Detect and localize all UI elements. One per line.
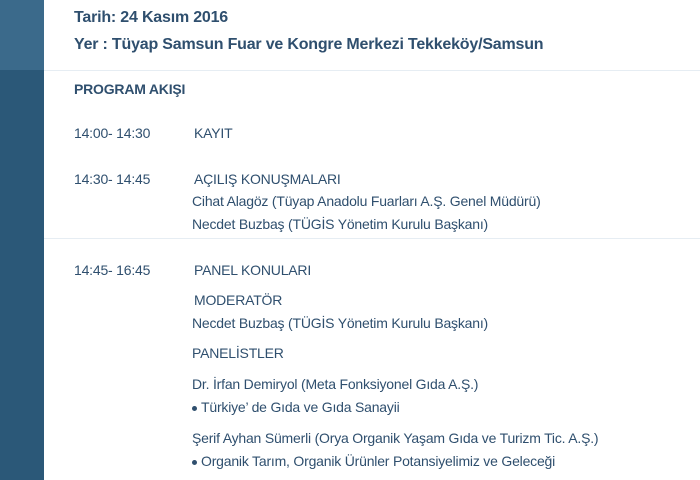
program-title: PROGRAM AKIŞI <box>74 81 186 97</box>
time-slot: 14:45- 16:45 <box>74 262 151 278</box>
session-title: KAYIT <box>194 125 233 141</box>
topic-text: Organik Tarım, Organik Ürünler Potansiyelimiz ve Geleceği <box>201 453 556 469</box>
left-accent-band <box>0 0 44 480</box>
topic-text: Türkiye’ de Gıda ve Gıda Sanayii <box>201 399 400 415</box>
panelist-name: Şerif Ayhan Sümerli (Orya Organik Yaşam Gıda ve Turizm Tic. A.Ş.) <box>192 430 599 446</box>
speaker-line: Necdet Buzbaş (TÜGİS Yönetim Kurulu Başkanı) <box>192 216 488 232</box>
bullet-icon <box>192 406 197 411</box>
time-slot: 14:00- 14:30 <box>74 125 151 141</box>
time-slot: 14:30- 14:45 <box>74 171 151 187</box>
panelist-name: Dr. İrfan Demiryol (Meta Fonksiyonel Gıda A.Ş.) <box>192 376 479 392</box>
panelist-topic <box>192 453 555 469</box>
panelists-heading: PANELİSTLER <box>192 345 284 361</box>
place-line: Yer : Tüyap Samsun Fuar ve Kongre Merkezi Tekkeköy/Samsun <box>74 36 544 53</box>
speaker-line: Cihat Alagöz (Tüyap Anadolu Fuarları A.Ş. Genel Müdürü) <box>192 193 541 209</box>
session-title: PANEL KONULARI <box>194 262 312 278</box>
moderator-name: Necdet Buzbaş (TÜGİS Yönetim Kurulu Başkanı) <box>192 315 488 331</box>
left-accent-top <box>0 0 44 70</box>
divider <box>44 70 700 71</box>
bullet-icon <box>192 460 197 465</box>
panelist-topic <box>192 399 400 415</box>
session-title: AÇILIŞ KONUŞMALARI <box>194 171 341 187</box>
divider <box>44 238 700 239</box>
date-line: Tarih: 24 Kasım 2016 <box>74 9 229 26</box>
moderator-heading: MODERATÖR <box>194 292 283 308</box>
